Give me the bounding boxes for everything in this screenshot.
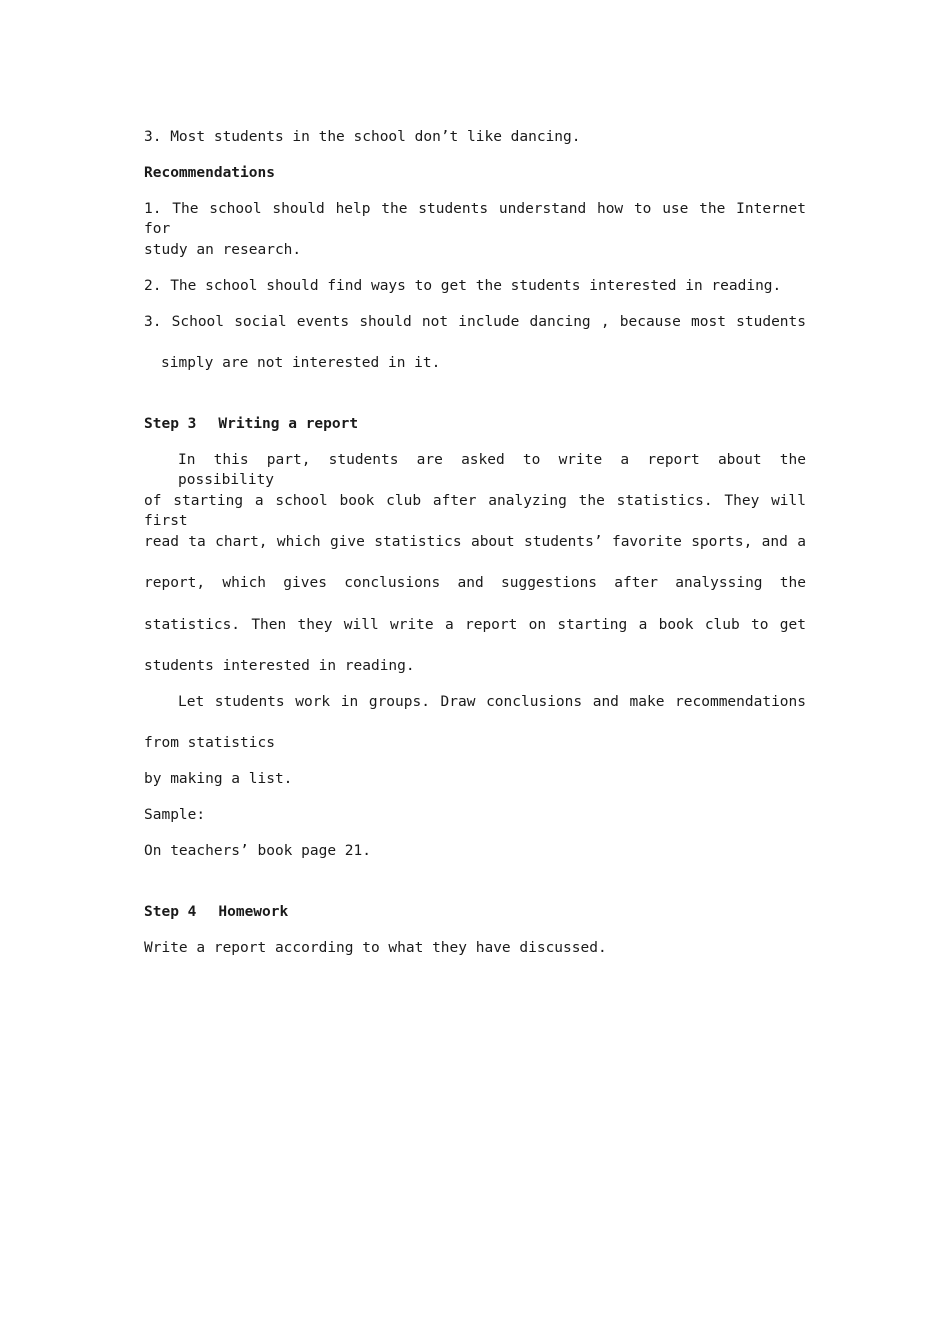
step-3-heading xyxy=(144,414,358,434)
step-3-para-1-line-6: students interested in reading. xyxy=(144,658,415,674)
step-3-para-1-line-4: report, which gives conclusions and suggestions after analyssing the xyxy=(144,575,806,591)
step-3-para-1-line-1: In this part, students are asked to write a report about the possibility xyxy=(178,452,806,488)
step-3-label: Step 3 xyxy=(144,416,197,432)
step-3-para-2-line-1: Let students work in groups. Draw conclusions and make recommendations xyxy=(178,694,806,710)
step-3-para-2-line-2: from statistics xyxy=(144,735,275,751)
sample-reference: On teachers’ book page 21. xyxy=(144,843,371,859)
step-3-title: Writing a report xyxy=(218,416,359,432)
recommendation-3-line-1: 3. School social events should not include dancing , because most students xyxy=(144,314,806,330)
recommendations-heading: Recommendations xyxy=(144,165,275,181)
step-3-para-2-line-3: by making a list. xyxy=(144,771,293,787)
sample-label: Sample: xyxy=(144,807,206,823)
step-4-title: Homework xyxy=(218,904,289,920)
step-3-para-1-line-2: of starting a school book club after analyzing the statistics. They will first xyxy=(144,493,806,529)
finding-item-3: 3. Most students in the school don’t like dancing. xyxy=(144,129,581,145)
step-4-label: Step 4 xyxy=(144,904,197,920)
step-4-text: Write a report according to what they have discussed. xyxy=(144,940,607,956)
recommendation-1-line-1: 1. The school should help the students understand how to use the Internet for xyxy=(144,201,806,237)
step-4-heading xyxy=(144,902,288,922)
recommendation-2: 2. The school should find ways to get the students interested in reading. xyxy=(144,278,782,294)
step-3-para-1-line-3: read ta chart, which give statistics about students’ favorite sports, and a xyxy=(144,534,806,550)
step-3-para-1-line-5: statistics. Then they will write a report on starting a book club to get xyxy=(144,617,806,633)
recommendation-1-line-2: study an research. xyxy=(144,242,302,258)
recommendation-3-line-2: simply are not interested in it. xyxy=(161,355,441,371)
